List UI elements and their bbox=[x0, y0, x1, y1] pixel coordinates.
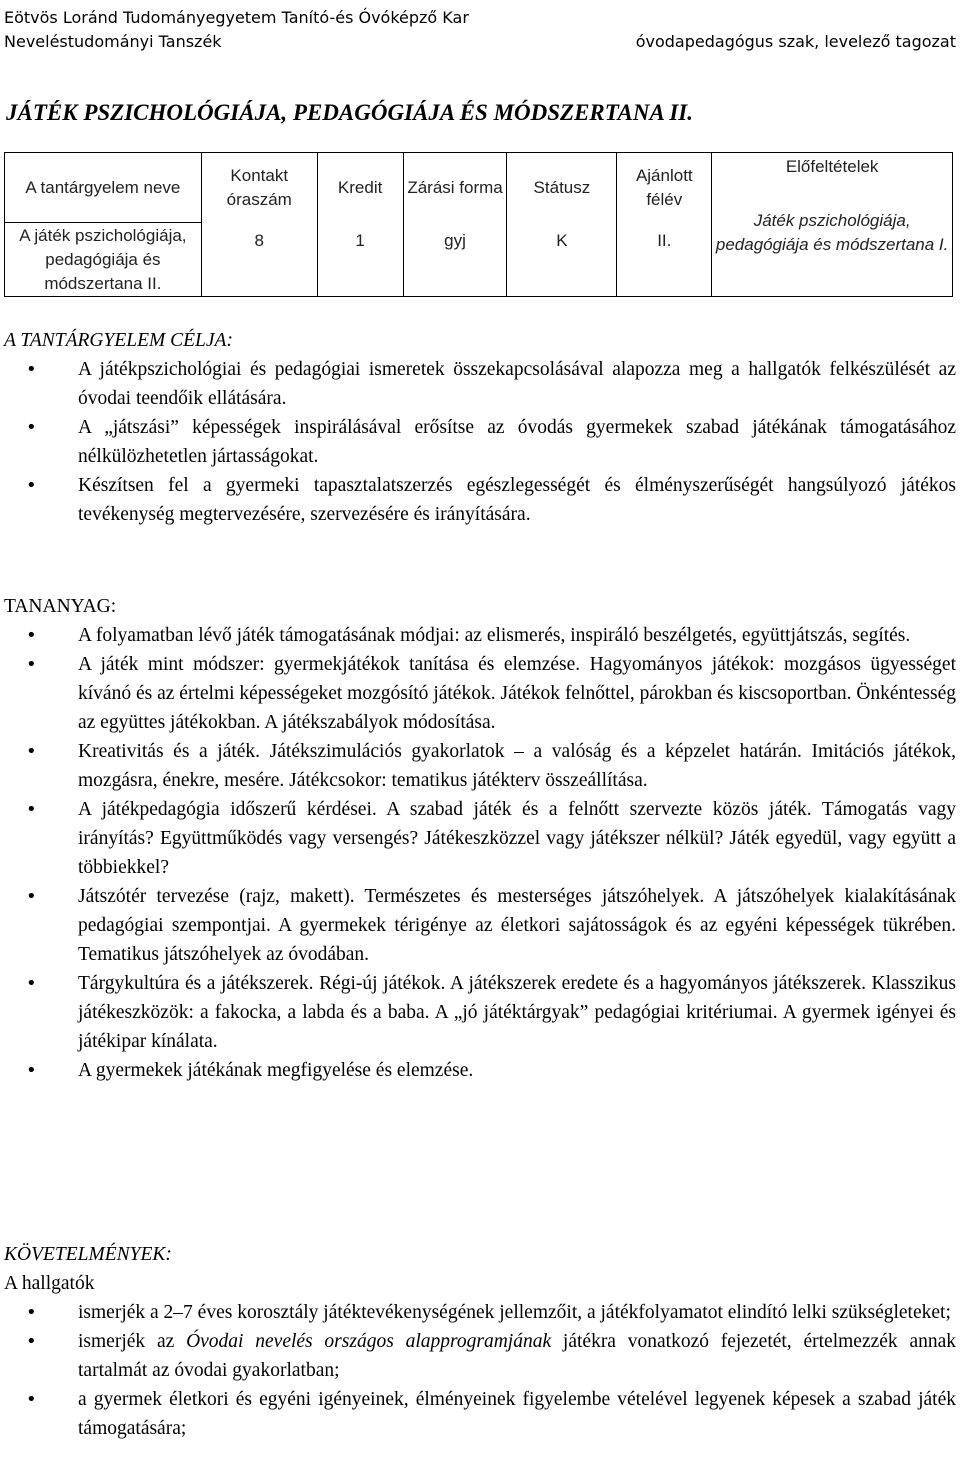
requirements-lead: A hallgatók bbox=[4, 1273, 95, 1294]
program-name: óvodapedagógus szak, levelező tagozat bbox=[635, 32, 956, 51]
institution-name: Eötvös Loránd Tudományegyetem Tanító-és Óvóképző Kar bbox=[4, 8, 469, 27]
list-item: • A „játszási” képességek inspirálásával erősítse az óvodás gyermekek szabad játékának támogatásához nélkülözhetetlen jártasságokat. bbox=[4, 413, 956, 471]
value-semester: II. bbox=[617, 223, 712, 297]
goal-list bbox=[4, 355, 956, 529]
header-prereq: Előfeltételek bbox=[785, 157, 879, 176]
item-text-pre: ismerjék az bbox=[78, 1331, 175, 1352]
header-exam-form: Zárási forma bbox=[403, 153, 507, 223]
value-hours: 8 bbox=[201, 223, 317, 297]
requirements-list bbox=[4, 1298, 956, 1443]
value-prereq: Játék pszichológiája, pedagógiája és módszertana I. bbox=[715, 211, 949, 254]
item-text-post: játékra vonatkozó fejezetét, értelmezzék annak tartalmát az óvodai gyakorlatban; bbox=[78, 1331, 957, 1381]
department-name: Neveléstudományi Tanszék bbox=[4, 32, 222, 51]
list-item: • A folyamatban lévő játék támogatásának módjai: az elismerés, inspiráló beszélgetés, együttjátszás, segítés. bbox=[4, 621, 956, 650]
header-semester: Ajánlott félév bbox=[617, 153, 712, 223]
goal-section bbox=[4, 326, 956, 529]
requirements-heading: KÖVETELMÉNYEK: bbox=[4, 1244, 172, 1265]
list-item: • A gyermekek játékának megfigyelése és elemzése. bbox=[4, 1056, 956, 1085]
list-item: • Kreativitás és a játék. Játékszimulációs gyakorlatok – a valóság és a képzelet határán. Imitációs játékok, mozgásra, énekre, mesére. Játékcsokor: tematikus játékterv összeállítása. bbox=[4, 737, 956, 795]
list-item: • A játék mint módszer: gyermekjátékok tanítása és elemzése. Hagyományos játékok: mozgásos ügyességet kívánó és az értelmi képességeket mozgósító játékok. Játékok felnőttel, párokban és kiscsoportban. Önkéntesség az együttes játékokban. A játékszabályok módosítása. bbox=[4, 650, 956, 737]
requirements-section bbox=[4, 1240, 956, 1443]
header-hours: Kontakt óraszám bbox=[201, 153, 317, 223]
content-heading: TANANYAG: bbox=[4, 596, 117, 617]
goal-heading: A TANTÁRGYELEM CÉLJA: bbox=[4, 330, 233, 351]
page-header bbox=[4, 6, 956, 54]
header-credit: Kredit bbox=[317, 153, 403, 223]
document-title: JÁTÉK PSZICHOLÓGIÁJA, PEDAGÓGIÁJA ÉS MÓDSZERTANA II. bbox=[6, 100, 693, 125]
value-status: K bbox=[507, 223, 617, 297]
header-name: A tantárgyelem neve bbox=[5, 153, 202, 223]
header-row bbox=[4, 30, 956, 54]
list-item: • A játékpszichológiai és pedagógiai ismeretek összekapcsolásával alapozza meg a hallgatók felkészülését az óvodai teendőik ellátására. bbox=[4, 355, 956, 413]
value-credit: 1 bbox=[317, 223, 403, 297]
list-item: • a gyermek életkori és egyéni igényeinek, élményeinek figyelembe vételével legyenek képesek a szabad játék támogatására; bbox=[4, 1385, 956, 1443]
header-status: Státusz bbox=[507, 153, 617, 223]
list-item: • ismerjék a 2–7 éves korosztály játéktevékenységének jellemzőit, a játékfolyamatot elindító lelki szükségleteket; bbox=[4, 1298, 956, 1327]
list-item: • Tárgykultúra és a játékszerek. Régi-új játékok. A játékszerek eredete és a hagyományos játékszerek. Klasszikus játékeszközök: a fakocka, a labda és a baba. A „jó játéktárgyak” pedagógiai kritériumai. A gyermek igényei és játékipar kínálata. bbox=[4, 969, 956, 1056]
list-item bbox=[4, 1327, 956, 1385]
program-title: Óvodai nevelés országos alapprogramjának bbox=[186, 1331, 552, 1352]
list-item: • Játszótér tervezése (rajz, makett). Természetes és mesterséges játszóhelyek. A játszóhelyek kialakításának pedagógiai szempontjai. A gyermekek térigénye az életkori sajátosságok és az egyéni képességek tükrében. Tematikus játszóhelyek az óvodában. bbox=[4, 882, 956, 969]
list-item: • Készítsen fel a gyermeki tapasztalatszerzés egészlegességét és élményszerűségét hangsúlyozó játékos tevékenység megtervezésére, szervezésére és irányítására. bbox=[4, 471, 956, 529]
course-table bbox=[4, 152, 953, 297]
value-exam-form: gyj bbox=[403, 223, 507, 297]
content-section bbox=[4, 592, 956, 1085]
prereq-cell bbox=[712, 153, 953, 297]
list-item: • A játékpedagógia időszerű kérdései. A szabad játék és a felnőtt szervezte közös játék. Támogatás vagy irányítás? Együttműködés vagy versengés? Játékeszközzel vagy játékszer nélkül? Játék egyedül, vagy együtt a többiekkel? bbox=[4, 795, 956, 882]
content-list bbox=[4, 621, 956, 1085]
value-name: A játék pszichológiája, pedagógiája és módszertana II. bbox=[5, 223, 202, 297]
